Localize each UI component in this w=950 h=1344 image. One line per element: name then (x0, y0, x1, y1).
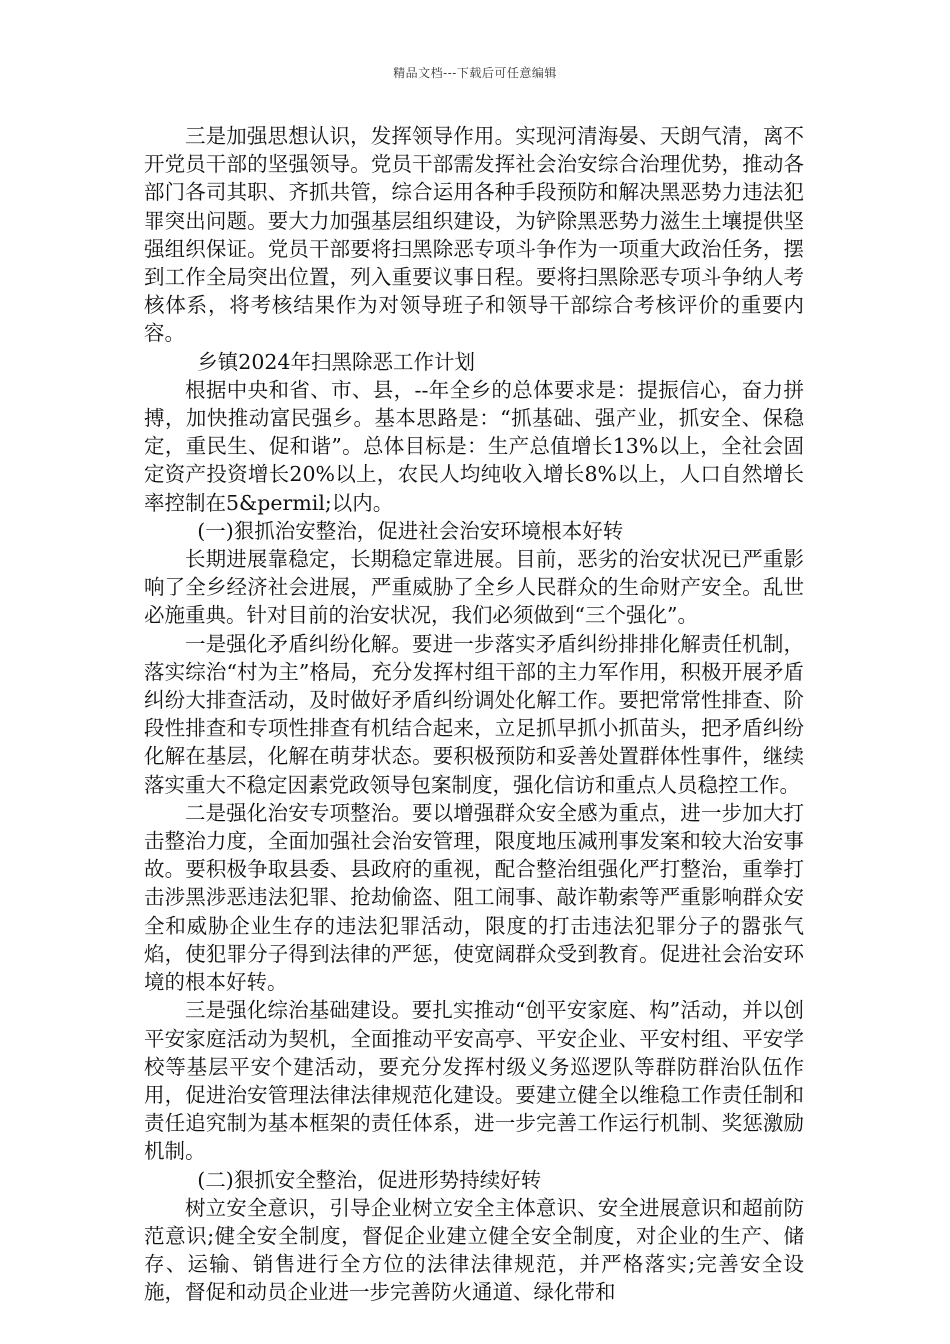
section-title: 乡镇2024年扫黑除恶工作计划 (197, 349, 475, 374)
paragraph: 三是加强思想认识，发挥领导作用。实现河清海晏、天朗气清，离不开党员干部的坚强领导。党员干部需发挥社会治安综合治理优势，推动各部门各司其职、齐抓共管，综合运用各种手段预防和解决黑恶势力违法犯罪突出问题。要大力加强基层组织建设，为铲除黑恶势力滋生土壤提供坚强组织保证。党员干部要将扫黑除恶专项斗争作为一项重大政治任务，摆到工作全局突出位置，列入重要议事日程。要将扫黑除恶专项斗争纳人考核体系，将考核结果作为对领导班子和领导干部综合考核评价的重要内容。 (144, 124, 804, 346)
document-body (144, 122, 804, 1307)
section-heading: (一)狠抓治安整治，促进社会治安环境根本好转 (197, 518, 624, 543)
section-heading: (二)狠抓安全整治，促进形势持续好转 (197, 1167, 542, 1192)
paragraph: 一是强化矛盾纠纷化解。要进一步落实矛盾纠纷排排化解责任机制，落实综治“村为主”格局，充分发挥村组干部的主力军作用，积极开展矛盾纠纷大排查活动，及时做好矛盾纠纷调处化解工作。要把常常性排查、阶段性排查和专项性排查有机结合起来，立足抓早抓小抓苗头，把矛盾纠纷化解在基层，化解在萌芽状态。要积极预防和妥善处置群体性事件，继续落实重大不稳定因素党政领导包案制度，强化信访和重点人员稳控工作。 (144, 631, 804, 797)
page-header: 精品文档---下载后可任意编辑 (393, 66, 557, 80)
paragraph: 树立安全意识，引导企业树立安全主体意识、安全进展意识和超前防范意识;健全安全制度，督促企业建立健全安全制度，对企业的生产、储存、运输、销售进行全方位的法律法律规范，并严格落实;完善安全设施，督促和动员企业进一步完善防火通道、绿化带和 (144, 1195, 804, 1305)
paragraph: 长期进展靠稳定，长期稳定靠进展。目前，恶劣的治安状况已严重影响了全乡经济社会进展，严重威胁了全乡人民群众的生命财产安全。乱世必施重典。针对目前的治安状况，我们必须做到“三个强化”。 (144, 547, 804, 628)
paragraph: 根据中央和省、市、县，--年全乡的总体要求是：提振信心，奋力拼搏，加快推动富民强乡。基本思路是：“抓基础、强产业，抓安全、保稳定，重民生、促和谐”。总体目标是：生产总值增长13%以上，全社会固定资产投资增长20%以上，农民人均纯收入增长8%以上，人口自然增长率控制在5&permil;以内。 (144, 377, 804, 515)
paragraph: 二是强化治安专项整治。要以增强群众安全感为重点，进一步加大打击整治力度，全面加强社会治安管理，限度地压减刑事发案和较大治安事故。要积极争取县委、县政府的重视，配合整治组强化严打整治，重拳打击涉黑涉恶违法犯罪、抢劫偷盗、阻工闹事、敲诈勒索等严重影响群众安全和威胁企业生存的违法犯罪活动，限度的打击违法犯罪分子的嚣张气焰，使犯罪分子得到法律的严惩，使宽阔群众受到教育。促进社会治安环境的根本好转。 (144, 800, 804, 995)
paragraph: 三是强化综治基础建设。要扎实推动“创平安家庭、构”活动，并以创平安家庭活动为契机，全面推动平安高亭、平安企业、平安村组、平安学校等基层平安个建活动，要充分发挥村级义务巡逻队等群防群治队伍作用，促进治安管理法律法律规范化建设。要建立健全以维稳工作责任制和责任追究制为基本框架的责任体系，进一步完善工作运行机制、奖惩激励机制。 (144, 998, 804, 1164)
